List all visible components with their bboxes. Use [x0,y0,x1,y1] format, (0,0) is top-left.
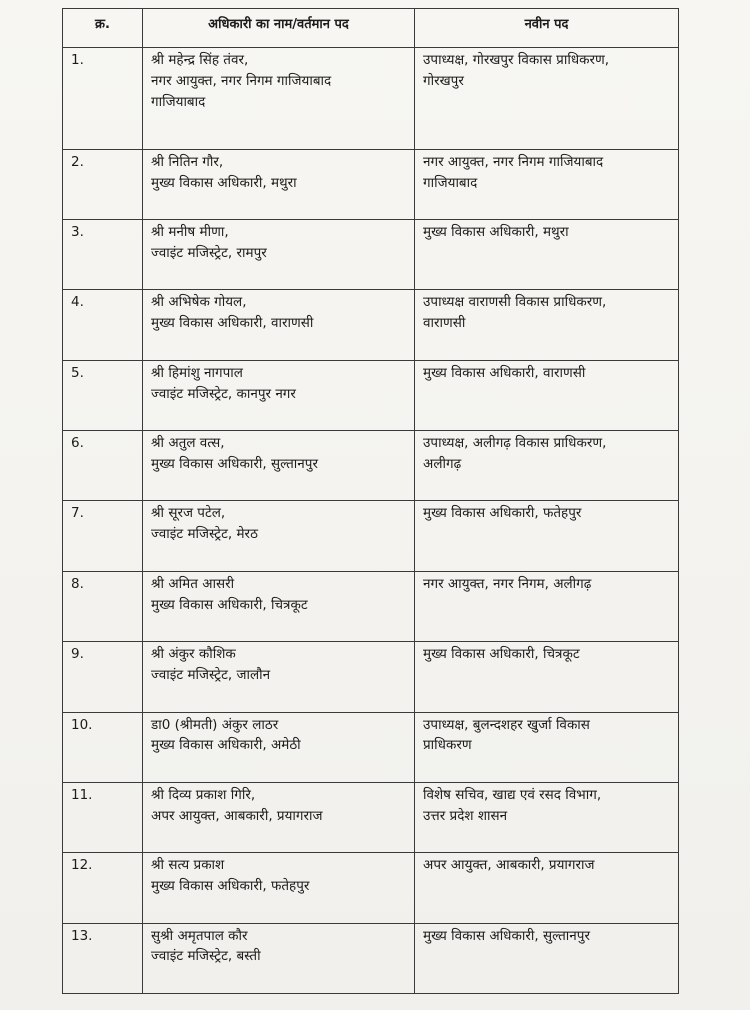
new-post-line: विशेष सचिव, खाद्य एवं रसद विभाग, [423,786,602,803]
table-row [63,149,679,219]
officer-name-line: अपर आयुक्त, आबकारी, प्रयागराज [151,807,323,824]
officer-name-line: श्री नितिन गौर, [151,153,224,170]
table-row [63,923,679,993]
officer-name-line: श्री दिव्य प्रकाश गिरि, [151,786,256,803]
officer-name-current-post [143,431,415,501]
serial-number: 1. [63,48,143,150]
table-row [63,501,679,571]
new-post-line: मुख्य विकास अधिकारी, मथुरा [423,224,569,241]
officer-name-line: डा0 (श्रीमती) अंकुर लाठर [151,716,279,733]
header-new-post: नवीन पद [415,9,679,48]
officer-name-line: ज्वाइंट मजिस्ट्रेट, मेरठ [151,526,258,543]
table-row [63,853,679,923]
officer-name-current-post [143,360,415,430]
officer-name-line: श्री अंकुर कौशिक [151,646,236,663]
officer-name-line: ज्वाइंट मजिस्ट्रेट, कानपुर नगर [151,385,296,402]
new-post [415,431,679,501]
officer-name-current-post [143,149,415,219]
new-post-line: उपाध्यक्ष वाराणसी विकास प्राधिकरण, [423,294,607,311]
serial-number: 11. [63,782,143,852]
new-post [415,782,679,852]
new-post-line: मुख्य विकास अधिकारी, चित्रकूट [423,646,580,663]
new-post-line: नगर आयुक्त, नगर निगम गाजियाबाद [423,153,604,170]
officer-name-line: ज्वाइंट मजिस्ट्रेट, जालौन [151,667,271,684]
new-post [415,149,679,219]
new-post [415,571,679,641]
officer-name-line: श्री अभिषेक गोयल, [151,294,247,311]
officer-name-current-post [143,220,415,290]
new-post [415,853,679,923]
serial-number: 3. [63,220,143,290]
new-post-line: नगर आयुक्त, नगर निगम, अलीगढ़ [423,575,592,592]
serial-number: 6. [63,431,143,501]
new-post [415,220,679,290]
header-officer-name: अधिकारी का नाम/वर्तमान पद [143,9,415,48]
table-row [63,220,679,290]
officer-name-current-post [143,782,415,852]
serial-number: 10. [63,712,143,782]
new-post-line: अलीगढ़ [423,456,462,473]
officer-name-line: श्री हिमांशु नागपाल [151,364,243,381]
officer-name-current-post [143,571,415,641]
officer-name-line: ज्वाइंट मजिस्ट्रेट, रामपुर [151,245,267,262]
table-row [63,431,679,501]
officer-name-line: मुख्य विकास अधिकारी, फतेहपुर [151,878,310,895]
serial-number: 5. [63,360,143,430]
new-post [415,48,679,150]
new-post-line: मुख्य विकास अधिकारी, वाराणसी [423,364,586,381]
new-post-line: उपाध्यक्ष, गोरखपुर विकास प्राधिकरण, [423,52,610,68]
table-row [63,712,679,782]
officer-name-current-post [143,48,415,150]
officer-name-line: मुख्य विकास अधिकारी, वाराणसी [151,315,314,332]
officer-name-line: ज्वाइंट मजिस्ट्रेट, बस्ती [151,948,261,965]
table-body [63,48,679,994]
table-row [63,642,679,712]
new-post-line: मुख्य विकास अधिकारी, सुल्तानपुर [423,927,590,944]
new-post [415,360,679,430]
table-row [63,571,679,641]
new-post-line: मुख्य विकास अधिकारी, फतेहपुर [423,505,582,522]
transfer-table [62,8,679,994]
new-post-line: वाराणसी [423,315,466,332]
table-header-row [63,9,679,48]
new-post-line: अपर आयुक्त, आबकारी, प्रयागराज [423,857,595,874]
officer-name-line: श्री सूरज पटेल, [151,505,226,522]
officer-name-line: श्री सत्य प्रकाश [151,857,225,874]
serial-number: 4. [63,290,143,360]
new-post-line: उपाध्यक्ष, बुलन्दशहर खुर्जा विकास [423,716,590,733]
table-row [63,782,679,852]
serial-number: 12. [63,853,143,923]
officer-name-line: मुख्य विकास अधिकारी, सुल्तानपुर [151,456,318,473]
new-post [415,923,679,993]
officer-name-line: श्री अमित आसरी [151,575,235,592]
new-post [415,642,679,712]
serial-number: 9. [63,642,143,712]
new-post-line: गाजियाबाद [423,174,478,191]
officer-name-current-post [143,712,415,782]
officer-name-line: मुख्य विकास अधिकारी, चित्रकूट [151,596,308,613]
new-post [415,290,679,360]
officer-name-current-post [143,501,415,571]
serial-number: 2. [63,149,143,219]
officer-name-current-post [143,853,415,923]
new-post-line: उत्तर प्रदेश शासन [423,807,508,824]
new-post [415,712,679,782]
officer-name-line: श्री अतुल वत्स, [151,435,225,452]
new-post-line: उपाध्यक्ष, अलीगढ़ विकास प्राधिकरण, [423,435,607,452]
new-post [415,501,679,571]
officer-name-line: मुख्य विकास अधिकारी, अमेठी [151,737,301,754]
officer-name-line: सुश्री अमृतपाल कौर [151,927,248,944]
serial-number: 7. [63,501,143,571]
serial-number: 8. [63,571,143,641]
table-row [63,360,679,430]
officer-name-current-post [143,642,415,712]
officer-name-current-post [143,290,415,360]
officer-name-line: श्री महेन्द्र सिंह तंवर, [151,52,249,68]
header-serial: क्र. [63,9,143,48]
officer-name-line: श्री मनीष मीणा, [151,224,229,241]
table-row [63,290,679,360]
table-row [63,48,679,150]
new-post-line: प्राधिकरण [423,737,472,754]
officer-name-current-post [143,923,415,993]
officer-name-line: मुख्य विकास अधिकारी, मथुरा [151,174,297,191]
officer-name-line: नगर आयुक्त, नगर निगम गाजियाबाद [151,72,332,89]
new-post-line: गोरखपुर [423,72,464,89]
officer-name-line: गाजियाबाद [151,93,206,110]
serial-number: 13. [63,923,143,993]
